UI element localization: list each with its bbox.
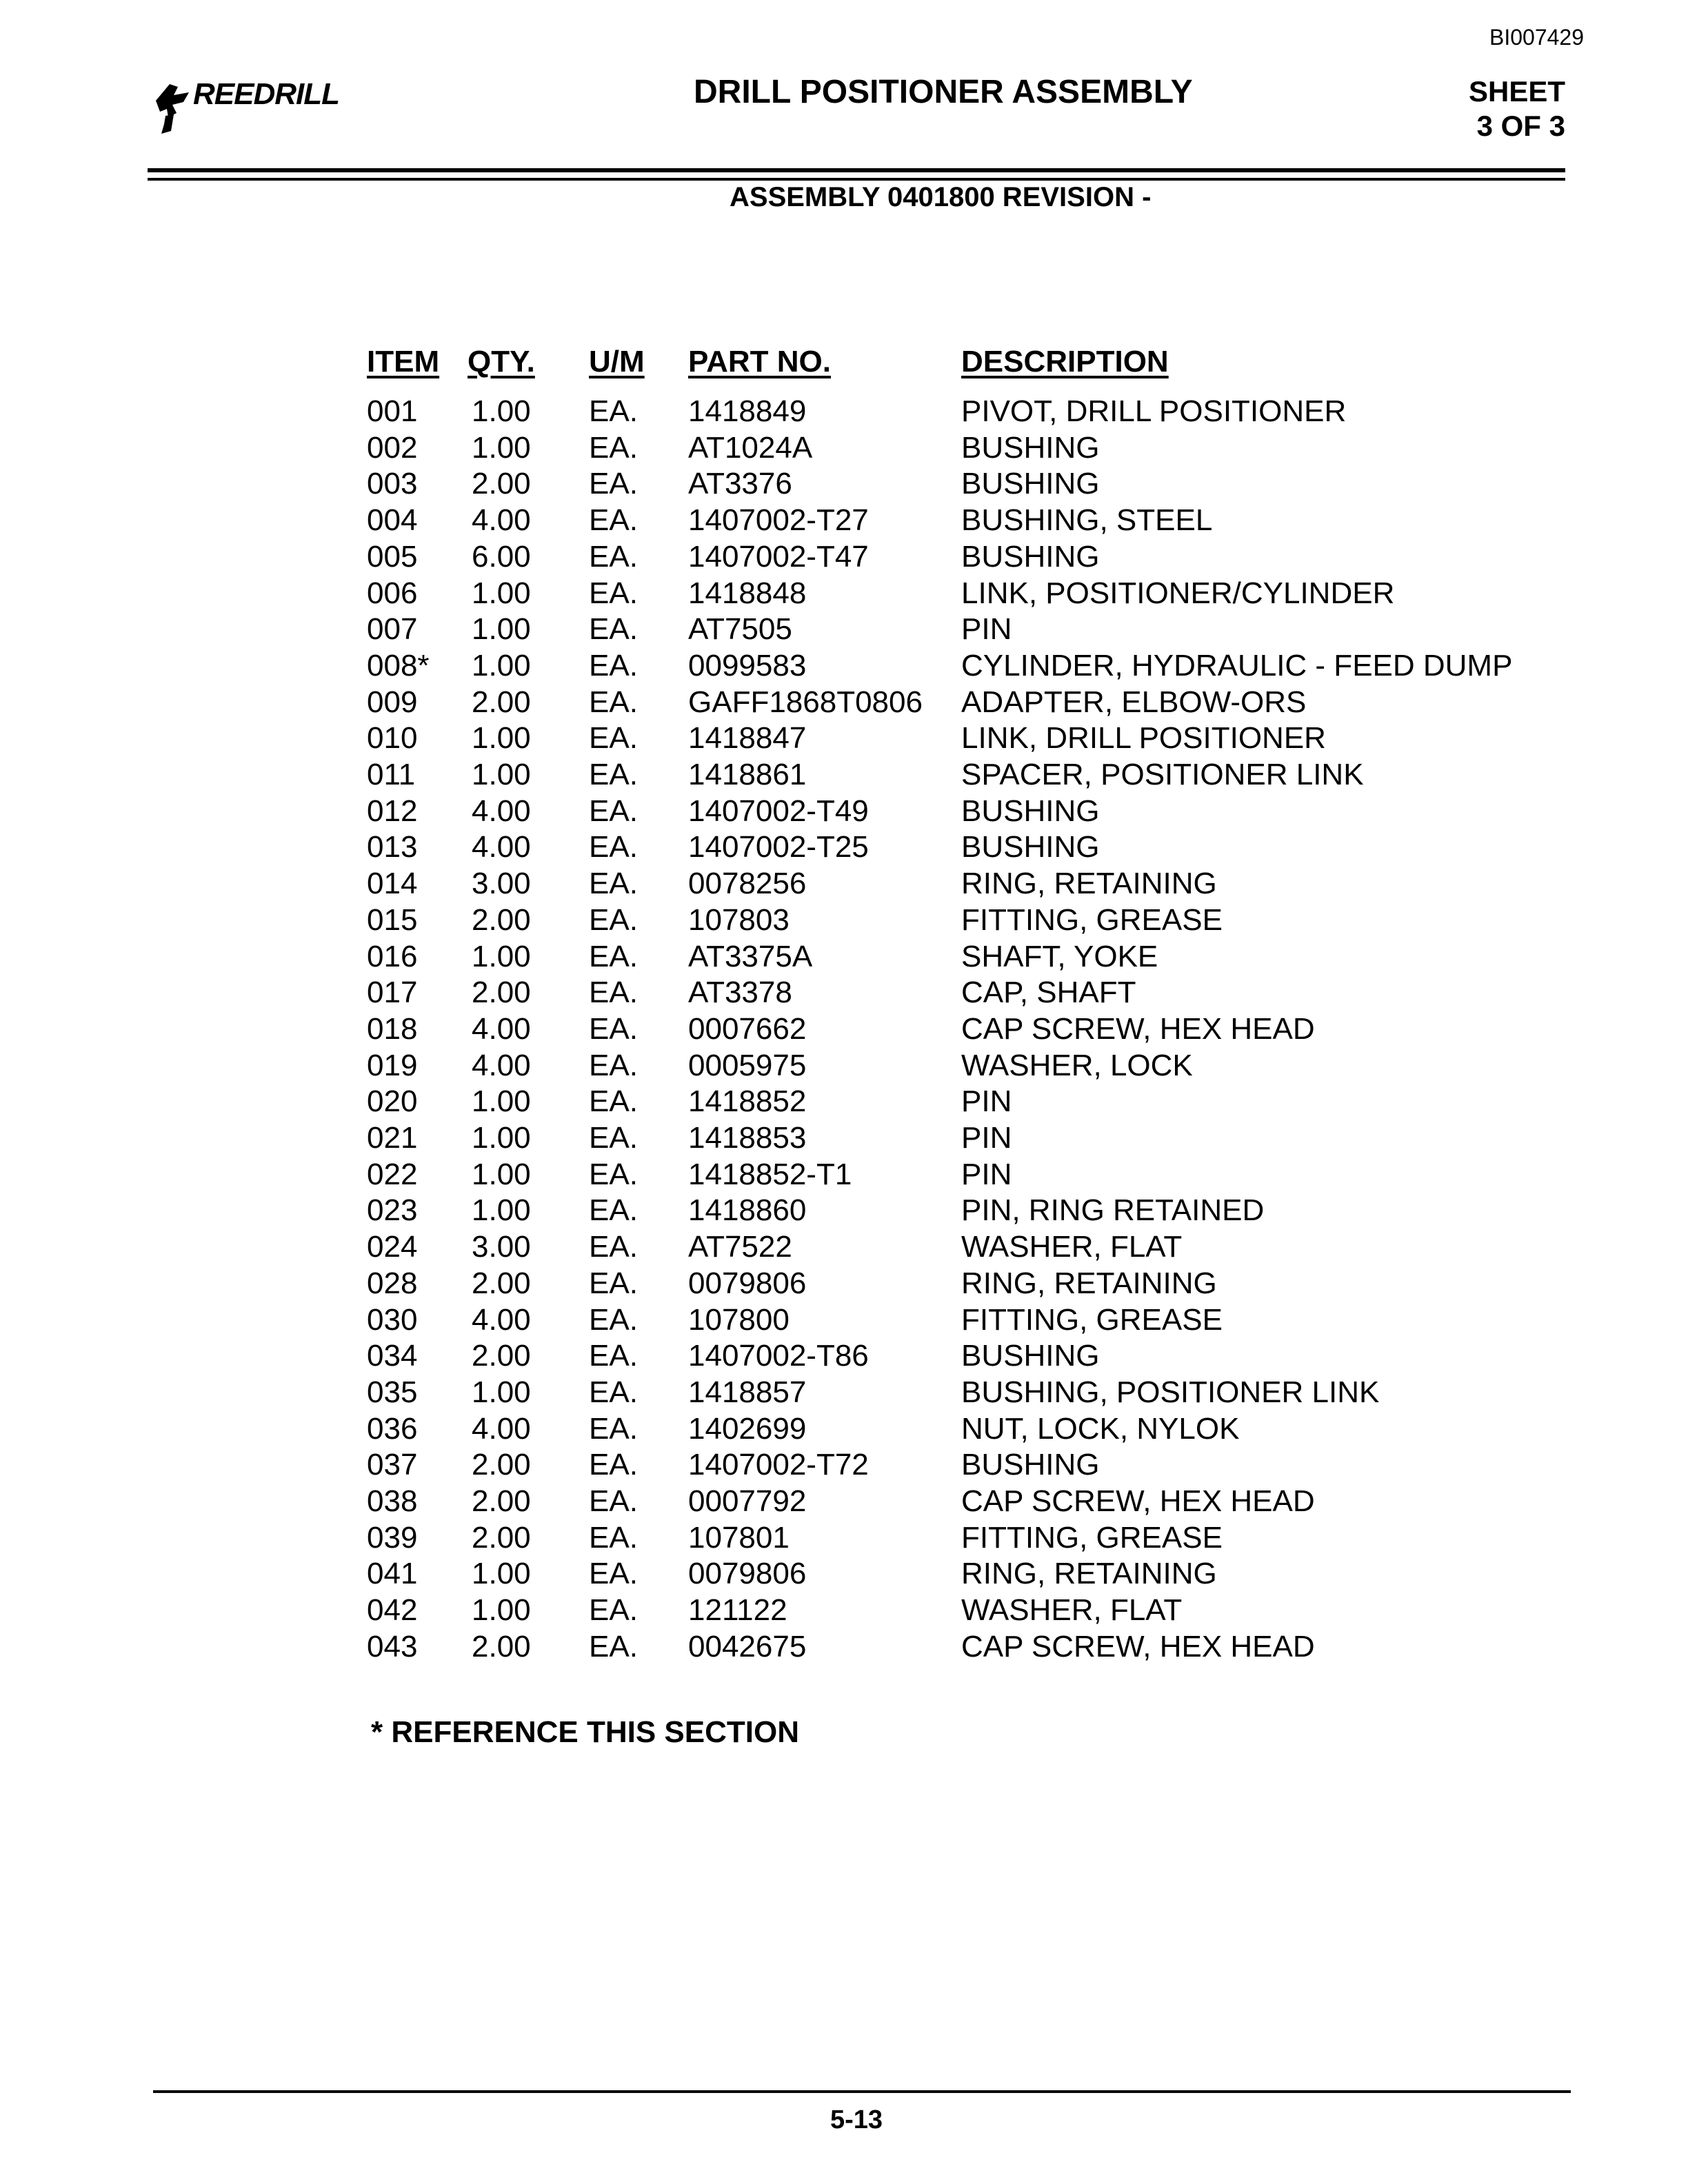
header-rule-bottom xyxy=(148,178,1565,181)
cell-item: 009 xyxy=(367,685,418,719)
cell-part: AT3375A xyxy=(688,939,813,973)
cell-um: EA. xyxy=(589,1193,638,1228)
cell-part: AT3376 xyxy=(688,467,792,501)
cell-item: 021 xyxy=(367,1121,418,1155)
footer-rule xyxy=(153,2090,1571,2093)
cell-item: 008* xyxy=(367,648,430,682)
cell-part: 1418861 xyxy=(688,758,807,791)
cell-part: 1407002-T47 xyxy=(688,539,869,574)
cell-part: GAFF1868T0806 xyxy=(688,685,923,719)
cell-part: 1418852-T1 xyxy=(688,1157,852,1191)
cell-part: 1407002-T27 xyxy=(688,503,869,538)
cell-um: EA. xyxy=(589,1520,638,1555)
cell-qty: 2.00 xyxy=(472,1629,531,1664)
cell-part: 107803 xyxy=(688,902,790,937)
cell-qty: 4.00 xyxy=(472,1048,531,1082)
cell-desc: SPACER, POSITIONER LINK xyxy=(961,758,1364,791)
cell-um: EA. xyxy=(589,721,638,756)
cell-um: EA. xyxy=(589,1011,638,1046)
cell-part: 1418847 xyxy=(688,721,807,756)
cell-desc: BUSHING xyxy=(961,830,1100,865)
cell-qty: 1.00 xyxy=(472,1557,531,1591)
cell-um: EA. xyxy=(589,1557,638,1591)
cell-qty: 4.00 xyxy=(472,1011,531,1046)
cell-item: 041 xyxy=(367,1557,418,1591)
cell-item: 023 xyxy=(367,1193,418,1228)
cell-um: EA. xyxy=(589,576,638,610)
cell-qty: 2.00 xyxy=(472,1266,531,1300)
cell-desc: PIN xyxy=(961,612,1012,647)
cell-qty: 1.00 xyxy=(472,648,531,682)
cell-item: 010 xyxy=(367,721,418,756)
cell-item: 017 xyxy=(367,975,418,1010)
cell-qty: 1.00 xyxy=(472,430,531,465)
cell-item: 012 xyxy=(367,793,418,828)
cell-qty: 1.00 xyxy=(472,1084,531,1119)
cell-part: 0078256 xyxy=(688,867,807,901)
cell-qty: 2.00 xyxy=(472,467,531,501)
cell-um: EA. xyxy=(589,394,638,428)
cell-um: EA. xyxy=(589,539,638,574)
cell-item: 036 xyxy=(367,1411,418,1446)
cell-um: EA. xyxy=(589,1411,638,1446)
cell-desc: NUT, LOCK, NYLOK xyxy=(961,1411,1240,1446)
cell-um: EA. xyxy=(589,1230,638,1264)
cell-desc: RING, RETAINING xyxy=(961,867,1217,901)
cell-qty: 1.00 xyxy=(472,1121,531,1155)
sheet-count: 3 OF 3 xyxy=(1476,110,1565,142)
cell-desc: FITTING, GREASE xyxy=(961,902,1223,937)
cell-um: EA. xyxy=(589,503,638,538)
cell-item: 019 xyxy=(367,1048,418,1082)
cell-item: 042 xyxy=(367,1593,418,1628)
drill-bit-icon xyxy=(153,80,192,135)
cell-part: 1407002-T25 xyxy=(688,830,869,865)
cell-qty: 1.00 xyxy=(472,1157,531,1191)
cell-part: 107801 xyxy=(688,1520,790,1555)
cell-desc: LINK, POSITIONER/CYLINDER xyxy=(961,576,1395,610)
cell-um: EA. xyxy=(589,939,638,973)
cell-item: 028 xyxy=(367,1266,418,1300)
cell-desc: RING, RETAINING xyxy=(961,1557,1217,1591)
cell-item: 016 xyxy=(367,939,418,973)
cell-part: 0079806 xyxy=(688,1557,807,1591)
page-number: 5-13 xyxy=(830,2105,883,2134)
cell-qty: 2.00 xyxy=(472,1339,531,1373)
cell-um: EA. xyxy=(589,648,638,682)
cell-item: 037 xyxy=(367,1448,418,1482)
cell-qty: 2.00 xyxy=(472,902,531,937)
cell-desc: RING, RETAINING xyxy=(961,1266,1217,1300)
cell-qty: 2.00 xyxy=(472,1448,531,1482)
cell-um: EA. xyxy=(589,1084,638,1119)
cell-item: 024 xyxy=(367,1230,418,1264)
cell-qty: 4.00 xyxy=(472,503,531,538)
cell-um: EA. xyxy=(589,1484,638,1518)
cell-part: AT1024A xyxy=(688,430,813,465)
cell-part: 1418860 xyxy=(688,1193,807,1228)
cell-item: 018 xyxy=(367,1011,418,1046)
cell-um: EA. xyxy=(589,1121,638,1155)
sheet-label: SHEET xyxy=(1468,75,1565,108)
cell-um: EA. xyxy=(589,830,638,865)
cell-part: AT3378 xyxy=(688,975,792,1010)
cell-qty: 2.00 xyxy=(472,685,531,719)
sheet-indicator xyxy=(1462,74,1565,143)
cell-item: 002 xyxy=(367,430,418,465)
cell-qty: 3.00 xyxy=(472,1230,531,1264)
cell-qty: 4.00 xyxy=(472,1411,531,1446)
cell-qty: 4.00 xyxy=(472,793,531,828)
column-header-qty: QTY. xyxy=(468,345,535,378)
cell-qty: 1.00 xyxy=(472,1593,531,1628)
cell-part: 1418848 xyxy=(688,576,807,610)
cell-part: 0099583 xyxy=(688,648,807,682)
cell-desc: BUSHING xyxy=(961,430,1100,465)
cell-item: 039 xyxy=(367,1520,418,1555)
cell-desc: BUSHING, POSITIONER LINK xyxy=(961,1375,1380,1409)
cell-qty: 1.00 xyxy=(472,758,531,791)
cell-part: 1418852 xyxy=(688,1084,807,1119)
cell-item: 030 xyxy=(367,1302,418,1337)
assembly-label: ASSEMBLY 0401800 REVISION - xyxy=(730,182,1152,212)
cell-part: 1418857 xyxy=(688,1375,807,1409)
cell-part: 1418849 xyxy=(688,394,807,428)
cell-item: 035 xyxy=(367,1375,418,1409)
cell-item: 043 xyxy=(367,1629,418,1664)
column-header-um: U/M xyxy=(589,345,645,378)
cell-um: EA. xyxy=(589,1593,638,1628)
cell-qty: 1.00 xyxy=(472,1193,531,1228)
cell-desc: CYLINDER, HYDRAULIC - FEED DUMP xyxy=(961,648,1513,682)
cell-qty: 1.00 xyxy=(472,394,531,428)
header-rule-top xyxy=(148,168,1565,172)
cell-desc: CAP SCREW, HEX HEAD xyxy=(961,1011,1315,1046)
cell-desc: WASHER, LOCK xyxy=(961,1048,1193,1082)
cell-um: EA. xyxy=(589,612,638,647)
cell-item: 005 xyxy=(367,539,418,574)
cell-um: EA. xyxy=(589,685,638,719)
cell-part: 1402699 xyxy=(688,1411,807,1446)
cell-qty: 1.00 xyxy=(472,939,531,973)
cell-desc: BUSHING xyxy=(961,467,1100,501)
cell-um: EA. xyxy=(589,1302,638,1337)
cell-desc: SHAFT, YOKE xyxy=(961,939,1158,973)
cell-um: EA. xyxy=(589,1448,638,1482)
cell-part: 0007792 xyxy=(688,1484,807,1518)
cell-um: EA. xyxy=(589,467,638,501)
cell-qty: 2.00 xyxy=(472,1484,531,1518)
cell-um: EA. xyxy=(589,1266,638,1300)
cell-item: 015 xyxy=(367,902,418,937)
cell-qty: 4.00 xyxy=(472,830,531,865)
cell-desc: BUSHING xyxy=(961,1339,1100,1373)
cell-part: AT7505 xyxy=(688,612,792,647)
cell-part: 0007662 xyxy=(688,1011,807,1046)
cell-part: 107800 xyxy=(688,1302,790,1337)
page-title: DRILL POSITIONER ASSEMBLY xyxy=(694,74,1193,110)
cell-item: 006 xyxy=(367,576,418,610)
cell-um: EA. xyxy=(589,867,638,901)
logo-wordmark: REEDRILL xyxy=(193,77,339,111)
cell-desc: FITTING, GREASE xyxy=(961,1520,1223,1555)
cell-desc: BUSHING xyxy=(961,793,1100,828)
cell-qty: 1.00 xyxy=(472,721,531,756)
cell-desc: CAP SCREW, HEX HEAD xyxy=(961,1484,1315,1518)
cell-part: 1407002-T72 xyxy=(688,1448,869,1482)
cell-desc: PIN, RING RETAINED xyxy=(961,1193,1265,1228)
cell-um: EA. xyxy=(589,902,638,937)
cell-part: 0005975 xyxy=(688,1048,807,1082)
cell-qty: 2.00 xyxy=(472,975,531,1010)
cell-part: 121122 xyxy=(688,1593,787,1628)
cell-item: 020 xyxy=(367,1084,418,1119)
cell-desc: PIN xyxy=(961,1157,1012,1191)
cell-um: EA. xyxy=(589,1048,638,1082)
cell-um: EA. xyxy=(589,430,638,465)
cell-item: 007 xyxy=(367,612,418,647)
cell-item: 038 xyxy=(367,1484,418,1518)
cell-item: 011 xyxy=(367,758,416,791)
cell-desc: ADAPTER, ELBOW-ORS xyxy=(961,685,1307,719)
cell-item: 014 xyxy=(367,867,418,901)
cell-part: 0079806 xyxy=(688,1266,807,1300)
cell-item: 001 xyxy=(367,394,418,428)
cell-desc: BUSHING xyxy=(961,1448,1100,1482)
cell-desc: PIN xyxy=(961,1084,1012,1119)
company-logo xyxy=(153,77,360,139)
cell-item: 034 xyxy=(367,1339,418,1373)
cell-part: 0042675 xyxy=(688,1629,807,1664)
cell-um: EA. xyxy=(589,758,638,791)
cell-qty: 1.00 xyxy=(472,576,531,610)
cell-desc: FITTING, GREASE xyxy=(961,1302,1223,1337)
cell-qty: 6.00 xyxy=(472,539,531,574)
cell-desc: LINK, DRILL POSITIONER xyxy=(961,721,1326,756)
cell-item: 004 xyxy=(367,503,418,538)
cell-um: EA. xyxy=(589,1629,638,1664)
cell-part: 1418853 xyxy=(688,1121,807,1155)
cell-um: EA. xyxy=(589,1339,638,1373)
cell-desc: WASHER, FLAT xyxy=(961,1230,1183,1264)
cell-item: 013 xyxy=(367,830,418,865)
cell-um: EA. xyxy=(589,975,638,1010)
column-header-description: DESCRIPTION xyxy=(961,345,1169,378)
cell-desc: CAP SCREW, HEX HEAD xyxy=(961,1629,1315,1664)
cell-item: 003 xyxy=(367,467,418,501)
cell-desc: BUSHING xyxy=(961,539,1100,574)
cell-item: 022 xyxy=(367,1157,418,1191)
column-header-item: ITEM xyxy=(367,345,440,378)
cell-um: EA. xyxy=(589,793,638,828)
footnote: * REFERENCE THIS SECTION xyxy=(371,1715,799,1749)
cell-part: AT7522 xyxy=(688,1230,792,1264)
cell-part: 1407002-T86 xyxy=(688,1339,869,1373)
cell-desc: BUSHING, STEEL xyxy=(961,503,1213,538)
cell-part: 1407002-T49 xyxy=(688,793,869,828)
cell-qty: 1.00 xyxy=(472,1375,531,1409)
cell-desc: PIN xyxy=(961,1121,1012,1155)
cell-qty: 4.00 xyxy=(472,1302,531,1337)
cell-um: EA. xyxy=(589,1375,638,1409)
cell-um: EA. xyxy=(589,1157,638,1191)
cell-qty: 1.00 xyxy=(472,612,531,647)
cell-qty: 3.00 xyxy=(472,867,531,901)
cell-desc: CAP, SHAFT xyxy=(961,975,1136,1010)
cell-desc: PIVOT, DRILL POSITIONER xyxy=(961,394,1347,428)
column-header-part: PART NO. xyxy=(688,345,831,378)
document-id: BI007429 xyxy=(1489,25,1585,50)
cell-qty: 2.00 xyxy=(472,1520,531,1555)
cell-desc: WASHER, FLAT xyxy=(961,1593,1183,1628)
